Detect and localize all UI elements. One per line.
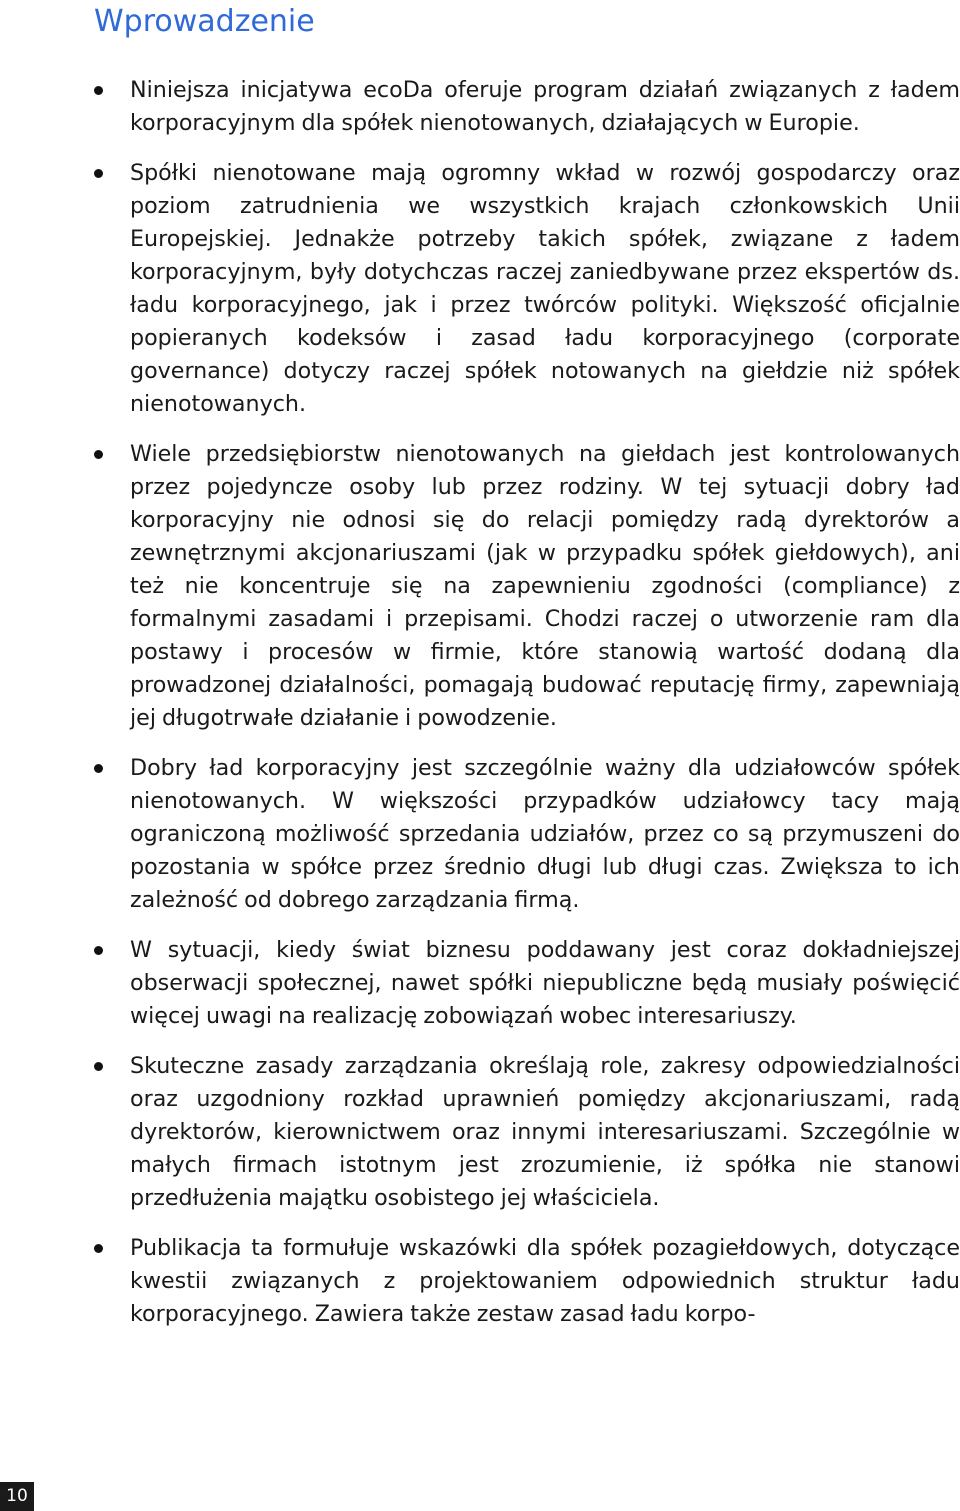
list-item-text: Dobry ład korporacyjny jest szczególnie ważny dla udziałowców spółek nienotowanych. W większości przypadków udziałowcy tacy mają ograniczoną możliwość sprzedania udziałów, przez co są przymuszeni do pozostania w spółce przez średnio długi lub długi czas. Zwiększa to ich zależność od dobrego zarządzania firmą. — [130, 755, 960, 913]
page-title: Wprowadzenie — [94, 4, 315, 39]
list-item — [94, 1050, 960, 1215]
list-item-text: Spółki nienotowane mają ogromny wkład w rozwój gospodarczy oraz poziom zatrudnienia we wszystkich krajach członkowskich Unii Europejskiej. Jednakże potrzeby takich spółek, związane z ładem korporacyjnym, były dotychczas raczej zaniedbywane przez ekspertów ds. ładu korporacyjnego, jak i przez twórców polityki. Większość oficjalnie popieranych kodeksów i zasad ładu korporacyjnego (corporate governance) dotyczy raczej spółek notowanych na giełdzie niż spółek nienotowanych. — [130, 160, 960, 417]
list-item — [94, 752, 960, 917]
list-item-text: W sytuacji, kiedy świat biznesu poddawany jest coraz dokładniejszej obserwacji społecznej, nawet spółki niepubliczne będą musiały poświęcić więcej uwagi na realizację zobowiązań wobec interesariuszy. — [130, 937, 960, 1029]
list-item-text: Niniejsza inicjatywa ecoDa oferuje program działań związanych z ładem korporacyjnym dla spółek nienotowanych, działających w Europie. — [130, 77, 960, 136]
list-item — [94, 438, 960, 735]
bullet-icon — [94, 450, 103, 459]
bullet-list — [94, 74, 960, 1348]
list-item — [94, 157, 960, 421]
bullet-icon — [94, 1244, 103, 1253]
bullet-icon — [94, 764, 103, 773]
list-item — [94, 934, 960, 1033]
bullet-icon — [94, 86, 103, 95]
list-item-text: Wiele przedsiębiorstw nienotowanych na giełdach jest kontrolowanych przez pojedyncze osoby lub przez rodziny. W tej sytuacji dobry ład korporacyjny nie odnosi się do relacji pomiędzy radą dyrektorów a zewnętrznymi akcjonariuszami (jak w przypadku spółek giełdowych), ani też nie koncentruje się na zapewnieniu zgodności (compliance) z formalnymi zasadami i przepisami. Chodzi raczej o utworzenie ram dla postawy i procesów w firmie, które stanowią wartość dodaną dla prowadzonej działalności, pomagają budować reputację firmy, zapewniają jej długotrwałe działanie i powodzenie. — [130, 441, 960, 731]
bullet-icon — [94, 169, 103, 178]
page-number: 10 — [0, 1482, 34, 1511]
list-item-text: Skuteczne zasady zarządzania określają role, zakresy odpowiedzialności oraz uzgodniony rozkład uprawnień pomiędzy akcjonariuszami, radą dyrektorów, kierownictwem oraz innymi interesariuszami. Szczególnie w małych firmach istotnym jest zrozumienie, iż spółka nie stanowi przedłużenia majątku osobistego jej właściciela. — [130, 1053, 960, 1211]
list-item — [94, 1232, 960, 1331]
bullet-icon — [94, 946, 103, 955]
bullet-icon — [94, 1062, 103, 1071]
list-item-text: Publikacja ta formułuje wskazówki dla spółek pozagiełdowych, dotyczące kwestii związanych z projektowaniem odpowiednich struktur ładu korporacyjnego. Zawiera także zestaw zasad ładu korpo- — [130, 1235, 960, 1327]
list-item — [94, 74, 960, 140]
